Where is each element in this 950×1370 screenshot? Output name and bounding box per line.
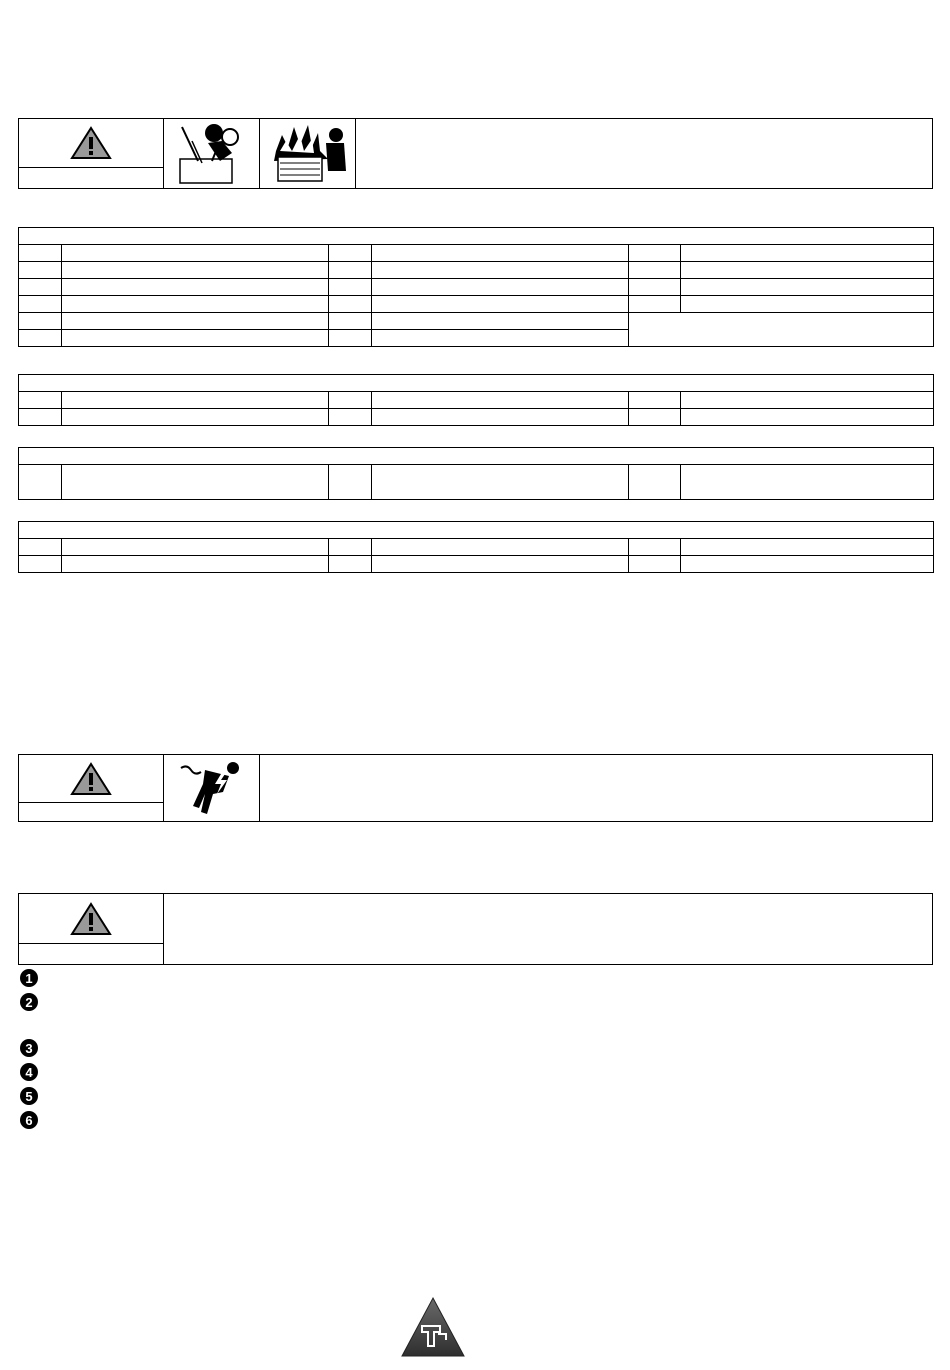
warning-block-3 (18, 893, 933, 965)
warning-label-cell (19, 755, 164, 821)
list-item (20, 966, 38, 990)
table-row (19, 409, 934, 426)
table-header (19, 375, 934, 392)
table-row (19, 392, 934, 409)
list-item (20, 1108, 38, 1132)
data-table-1 (18, 227, 934, 347)
table-row (19, 465, 934, 500)
divider (19, 802, 163, 803)
table-row (19, 313, 934, 330)
table-row (19, 556, 934, 573)
table-row (19, 262, 934, 279)
data-table-2 (18, 374, 934, 426)
table-row (19, 539, 934, 556)
divider (19, 167, 163, 168)
list-marker: 4 (20, 1063, 38, 1081)
list-item (20, 1036, 38, 1060)
table-header (19, 522, 934, 539)
table-row (19, 279, 934, 296)
warning-triangle-icon (19, 119, 163, 167)
list-marker: 6 (20, 1111, 38, 1129)
brand-triangle-logo-icon (400, 1296, 466, 1358)
warning-triangle-icon (19, 755, 163, 802)
electric-shock-icon (164, 755, 260, 821)
table-header (19, 228, 934, 245)
table-row (19, 296, 934, 313)
numbered-list (20, 966, 38, 1132)
data-table-3 (18, 447, 934, 500)
battery-explosion-icon (260, 119, 356, 188)
warning-label-cell (19, 119, 164, 188)
list-item (20, 990, 38, 1014)
list-marker: 1 (20, 969, 38, 987)
list-marker: 2 (20, 993, 38, 1011)
list-marker: 5 (20, 1087, 38, 1105)
divider (19, 943, 163, 944)
table-header (19, 448, 934, 465)
warning-block-1 (18, 118, 933, 189)
list-item (20, 1084, 38, 1108)
data-table-4 (18, 521, 934, 573)
warning-block-2 (18, 754, 933, 822)
battery-acid-icon (164, 119, 260, 188)
warning-triangle-icon (19, 894, 163, 943)
warning-label-cell (19, 894, 164, 964)
list-item (20, 1060, 38, 1084)
list-marker: 3 (20, 1039, 38, 1057)
table-row (19, 245, 934, 262)
